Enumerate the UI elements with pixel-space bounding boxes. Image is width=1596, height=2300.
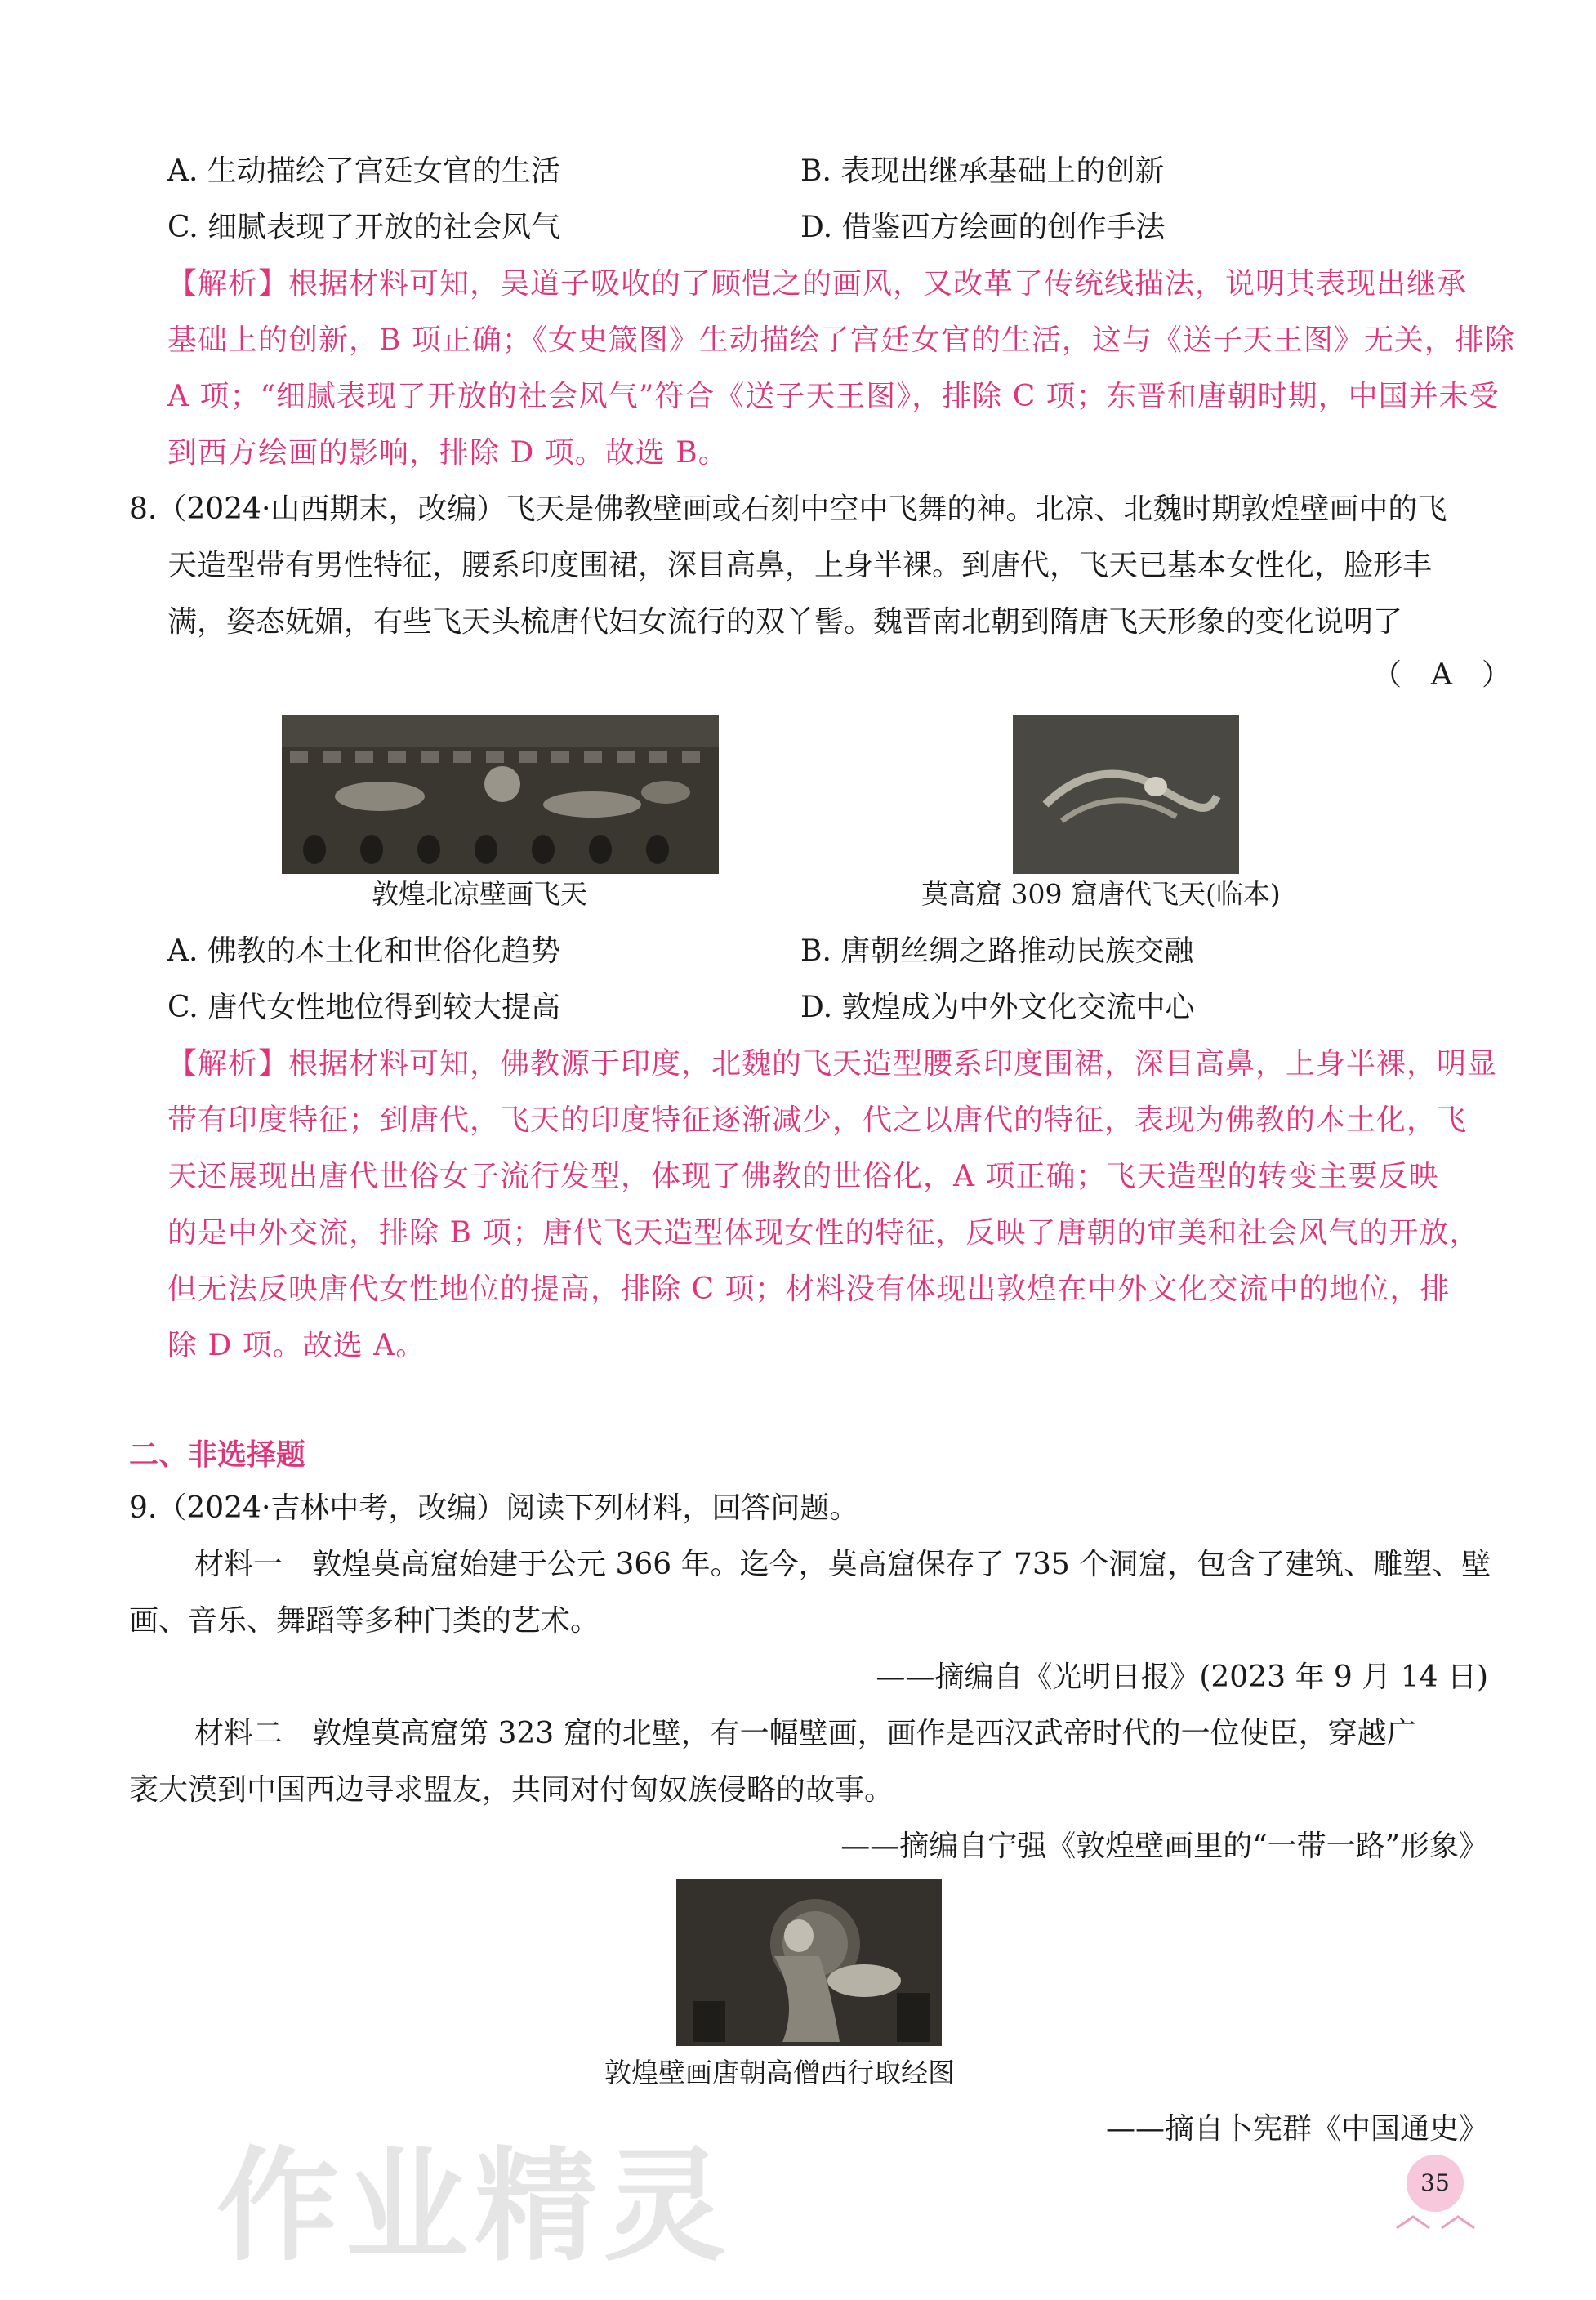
q7-option-d: D. 借鉴西方绘画的创作手法 — [800, 211, 1166, 244]
section-title-non-choice: 二、非选择题 — [129, 1438, 306, 1472]
q8-stem-line-1: 8.（2024·山西期末，改编）飞天是佛教壁画或石刻中空中飞舞的神。北凉、北魏时期敦煌壁画中的飞 — [129, 493, 1447, 526]
q8-stem-line-2: 天造型带有男性特征，腰系印度围裙，深目高鼻，上身半裸。到唐代，飞天已基本女性化，脸形丰 — [167, 549, 1433, 582]
q7-analysis-line-3: A 项；“细腻表现了开放的社会风气”符合《送子天王图》，排除 C 项；东晋和唐朝时期，中国并未受 — [167, 380, 1500, 413]
mogao-cave-309-tang-flying-apsaras-image — [1013, 715, 1239, 874]
dunhuang-northern-liang-flying-apsaras-image — [282, 715, 719, 874]
q9-material-1-line-2: 画、音乐、舞蹈等多种门类的艺术。 — [129, 1604, 600, 1638]
q7-analysis-line-1: 【解析】根据材料可知，吴道子吸收的了顾恺之的画风，又改革了传统线描法，说明其表现出继承 — [167, 267, 1468, 301]
mural-illustration-3 — [676, 1879, 942, 2046]
q8-analysis-line-3: 天还展现出唐代世俗女子流行发型，体现了佛教的世俗化，A 项正确；飞天造型的转变主要反映 — [167, 1160, 1439, 1193]
q7-option-a: A. 生动描绘了宫廷女官的生活 — [167, 154, 560, 188]
q8-analysis-line-4: 的是中外交流，排除 B 项；唐代飞天造型体现女性的特征，反映了唐朝的审美和社会风气的开放， — [167, 1216, 1480, 1250]
q8-option-d: D. 敦煌成为中外文化交流中心 — [800, 991, 1195, 1024]
mural-illustration-2 — [1013, 715, 1239, 874]
q9-material-1-source: ——摘编自《光明日报》(2023 年 9 月 14 日) — [876, 1660, 1488, 1694]
q8-analysis-line-5: 但无法反映唐代女性地位的提高，排除 C 项；材料没有体现出敦煌在中外文化交流中的地位，排 — [167, 1273, 1451, 1306]
q7-option-b: B. 表现出继承基础上的创新 — [800, 154, 1165, 188]
q9-material-2-line-1: 材料二 敦煌莫高窟第 323 窟的北壁，有一幅壁画，画作是西汉武帝时代的一位使臣，穿越广 — [194, 1717, 1416, 1750]
q9-stem: 9.（2024·吉林中考，改编）阅读下列材料，回答问题。 — [129, 1491, 859, 1525]
q8-option-a: A. 佛教的本土化和世俗化趋势 — [167, 934, 560, 968]
q9-material-2-source: ——摘编自宁强《敦煌壁画里的“一带一路”形象》 — [840, 1830, 1488, 1863]
q8-analysis-line-6: 除 D 项。故选 A。 — [167, 1329, 426, 1362]
q8-option-c: C. 唐代女性地位得到较大提高 — [167, 991, 561, 1024]
analysis-tag: 【解析】 — [167, 1047, 289, 1081]
caption-monk-journey-west: 敦煌壁画唐朝高僧西行取经图 — [604, 2057, 955, 2088]
q9-material-1-line-1: 材料一 敦煌莫高窟始建于公元 366 年。迄今，莫高窟保存了 735 个洞窟，包含了建筑、雕塑、壁 — [194, 1548, 1491, 1581]
caption-northern-liang-apsaras: 敦煌北凉壁画飞天 — [372, 878, 587, 910]
page-number-badge: 35 — [1407, 2155, 1464, 2212]
q8-stem-line-3: 满，姿态妩媚，有些飞天头梳唐代妇女流行的双丫髻。魏晋南北朝到隋唐飞天形象的变化说明了 — [167, 605, 1403, 639]
page-decoration-icon — [1393, 2212, 1478, 2231]
caption-cave-309-apsaras: 莫高窟 309 窟唐代飞天(临本) — [921, 878, 1281, 910]
q9-material-3-source: ——摘自卜宪群《中国通史》 — [1105, 2112, 1488, 2146]
q9-material-2-line-2: 袤大漠到中国西边寻求盟友，共同对付匈奴族侵略的故事。 — [129, 1773, 894, 1807]
analysis-tag: 【解析】 — [167, 267, 289, 301]
watermark-logo: 作业精灵 — [216, 2136, 733, 2278]
q7-analysis-line-2: 基础上的创新，B 项正确；《女史箴图》生动描绘了宫廷女官的生活，这与《送子天王图》无关，排除 — [167, 323, 1515, 357]
q8-answer-bracket: （ A ） — [1372, 658, 1511, 692]
dunhuang-monk-journey-west-image — [676, 1879, 942, 2046]
q8-analysis-line-1: 【解析】根据材料可知，佛教源于印度，北魏的飞天造型腰系印度围裙，深目高鼻，上身半裸，明显 — [167, 1047, 1498, 1081]
q8-analysis-line-2: 带有印度特征；到唐代，飞天的印度特征逐渐减少，代之以唐代的特征，表现为佛教的本土化，飞 — [167, 1103, 1468, 1137]
q7-analysis-line-4: 到西方绘画的影响，排除 D 项。故选 B。 — [167, 436, 729, 470]
q7-option-c: C. 细腻表现了开放的社会风气 — [167, 211, 561, 244]
mural-illustration-1 — [282, 715, 719, 874]
q8-option-b: B. 唐朝丝绸之路推动民族交融 — [800, 934, 1194, 968]
